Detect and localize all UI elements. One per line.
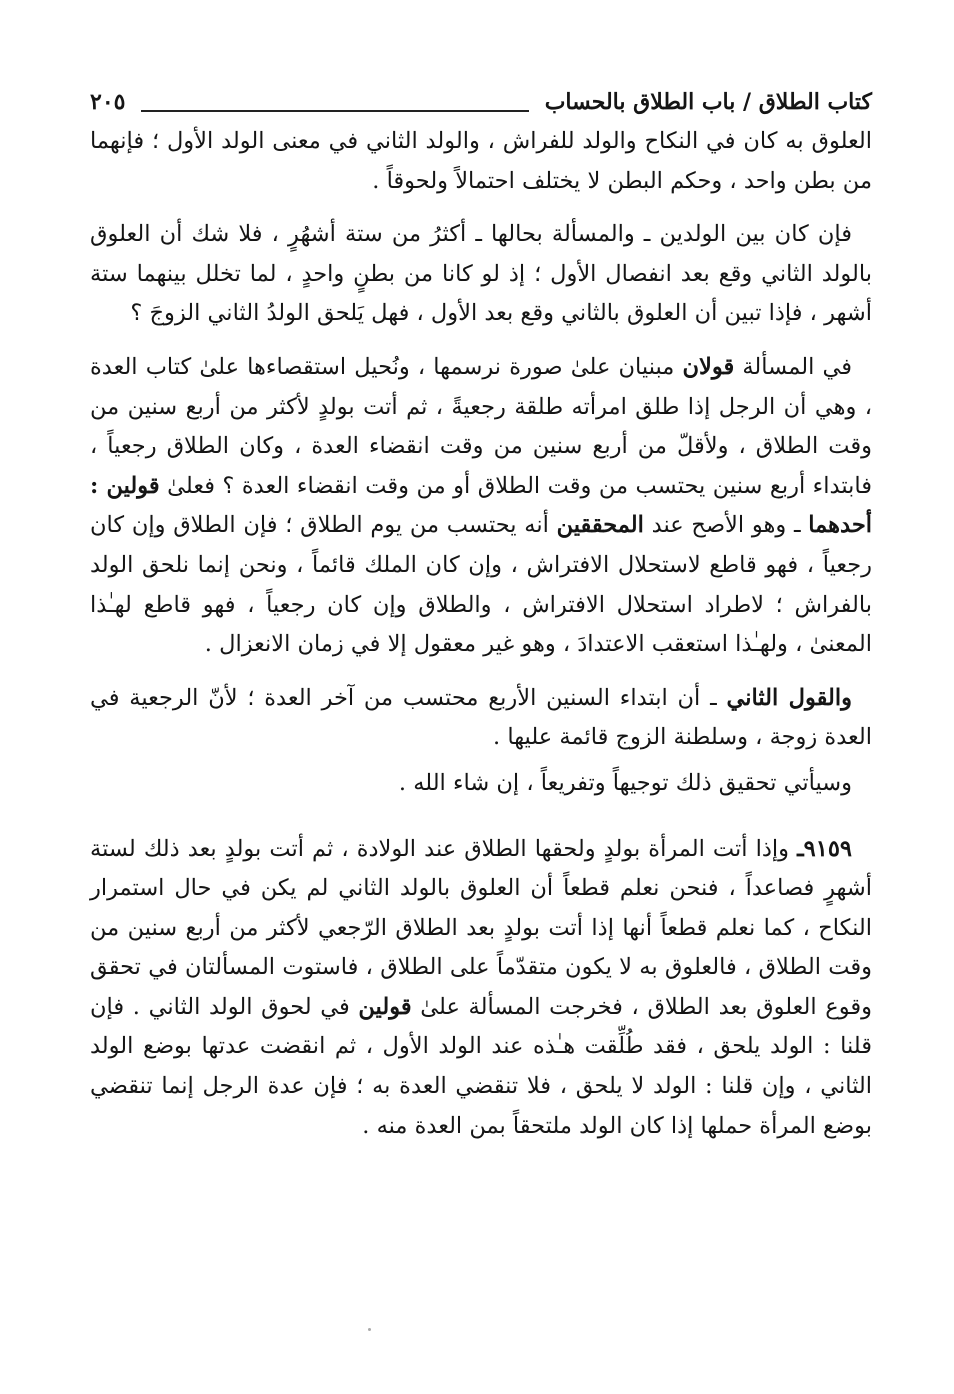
book-page — [90, 80, 872, 1146]
paragraph-3-bold-qawlayn: قولين : أحدهما — [90, 472, 872, 539]
paragraph-3-bold-muhaqqiqin: المحققين — [556, 512, 644, 539]
paragraph-4-bold: والقول الثاني — [726, 684, 853, 711]
paragraph-6 — [90, 830, 872, 1147]
paragraph-3 — [90, 348, 872, 665]
paragraph-2 — [90, 215, 872, 334]
page-number: ٢٠٥ — [90, 89, 126, 115]
paragraph-2-text: فإن كان بين الولدين ـ والمسألة بحالها ـ أكثرُ من ستة أشهُرٍ ، فلا شك أن العلوق بالولد الثاني وقع بعد انفصال الأول ؛ إذ لو كانا من بطنٍ واحدٍ ، لما تخلل بينهما ستة أشهر ، فإذا تبين أن العلوق بالثاني وقع بعد الأول ، فهل يَلحق الولدُ الثاني الزوجَ ؟ — [90, 221, 872, 327]
paragraph-6-bold: قولين — [358, 993, 412, 1020]
header-rule — [141, 110, 528, 112]
paragraph-1-text: العلوق به كان في النكاح والولد للفراش ، والولد الثاني في معنى الولد الأول ؛ فإنهما من بطن واحد ، وحكم البطن لا يختلف احتمالاً ولحوقاً . — [90, 128, 872, 194]
paragraph-3-bold-qawlan: قولان — [682, 353, 735, 380]
paragraph-5 — [90, 764, 872, 804]
paragraph-3-mid2: ـ وهو الأصح عند — [643, 512, 809, 539]
paragraph-5-text: وسيأتي تحقيق ذلك توجيهاً وتفريعاً ، إن شاء الله . — [398, 769, 852, 796]
header-title: كتاب الطلاق / باب الطلاق بالحساب — [544, 89, 872, 115]
paragraph-6-post: في لحوق الولد الثاني . فإن قلنا : الولد يلحق ، فقد طُلِّقت هـٰذه عند الولد الأول ، ثم انقضت عدتها بوضع الولد الثاني ، وإن قلنا : الولد لا يلحق ، فلا تنقضي العدة به ؛ فإن عدة الرجل إنما تنقضي بوضع المرأة حملها إذا كان الولد ملتحقاً بمن العدة منه . — [90, 993, 872, 1139]
scan-speck — [368, 1328, 371, 1331]
paragraph-4-text: ـ أن ابتداء السنين الأربع محتسب من آخر العدة ؛ لأنّ الرجعية في العدة زوجة ، وسلطنة الزوج قائمة عليها . — [90, 684, 872, 751]
paragraph-3-mid: مبنيان علىٰ صورة نرسمها ، ونُحيل استقصاءها علىٰ كتاب العدة ، وهي أن الرجل إذا طلق امرأته طلقة رجعيةً ، ثم أتت بولدٍ لأكثر من أربع سنين من وقت الطلاق ، ولأقلّ من أربع سنين من وقت انقضاء العدة ، وكان الطلاق رجعياً ، فابتداء أربع سنين يحتسب من وقت الطلاق أو من وقت انقضاء العدة ؟ فعلىٰ — [90, 353, 872, 499]
paragraph-4 — [90, 679, 872, 758]
paragraph-3-pre: في المسألة — [734, 353, 852, 380]
paragraph-6-pre: وإذا أتت المرأة بولدٍ ولحقها الطلاق عند الولادة ، ثم أتت بولدٍ بعد ذلك لستة أشهرٍ فصاعداً ، فنحن نعلم قطعاً أن العلوق بالولد الثاني لم يكن في حال استمرار النكاح ، كما نعلم قطعاً أنها إذا أتت بولدٍ بعد الطلاق الرّجعي لأكثر من أربع سنين من وقت الطلاق ، فالعلوق به لا يكون متقدّماً على الطلاق ، فاستوت المسألتان في تحقق وقوع العلوق بعد الطلاق ، فخرجت المسألة علىٰ — [90, 835, 872, 1020]
issue-number: ٩١٥٩ـ — [797, 835, 852, 862]
paragraph-1 — [90, 122, 872, 201]
running-header — [90, 80, 872, 122]
paragraph-3-post: أنه يحتسب من يوم الطلاق ؛ فإن الطلاق وإن كان رجعياً ، فهو قاطع لاستحلال الافتراش ، وإن كان الملك قائماً ، ونحن إنما نلحق الولد بالفراش ؛ لاطراد استحلال الافتراش ، والطلاق وإن كان رجعياً ، فهو قاطع لهـٰذا المعنىٰ ، ولهـٰذا استعقب الاعتدادَ ، وهو غير معقول إلا في زمان الانعزال . — [90, 512, 872, 658]
